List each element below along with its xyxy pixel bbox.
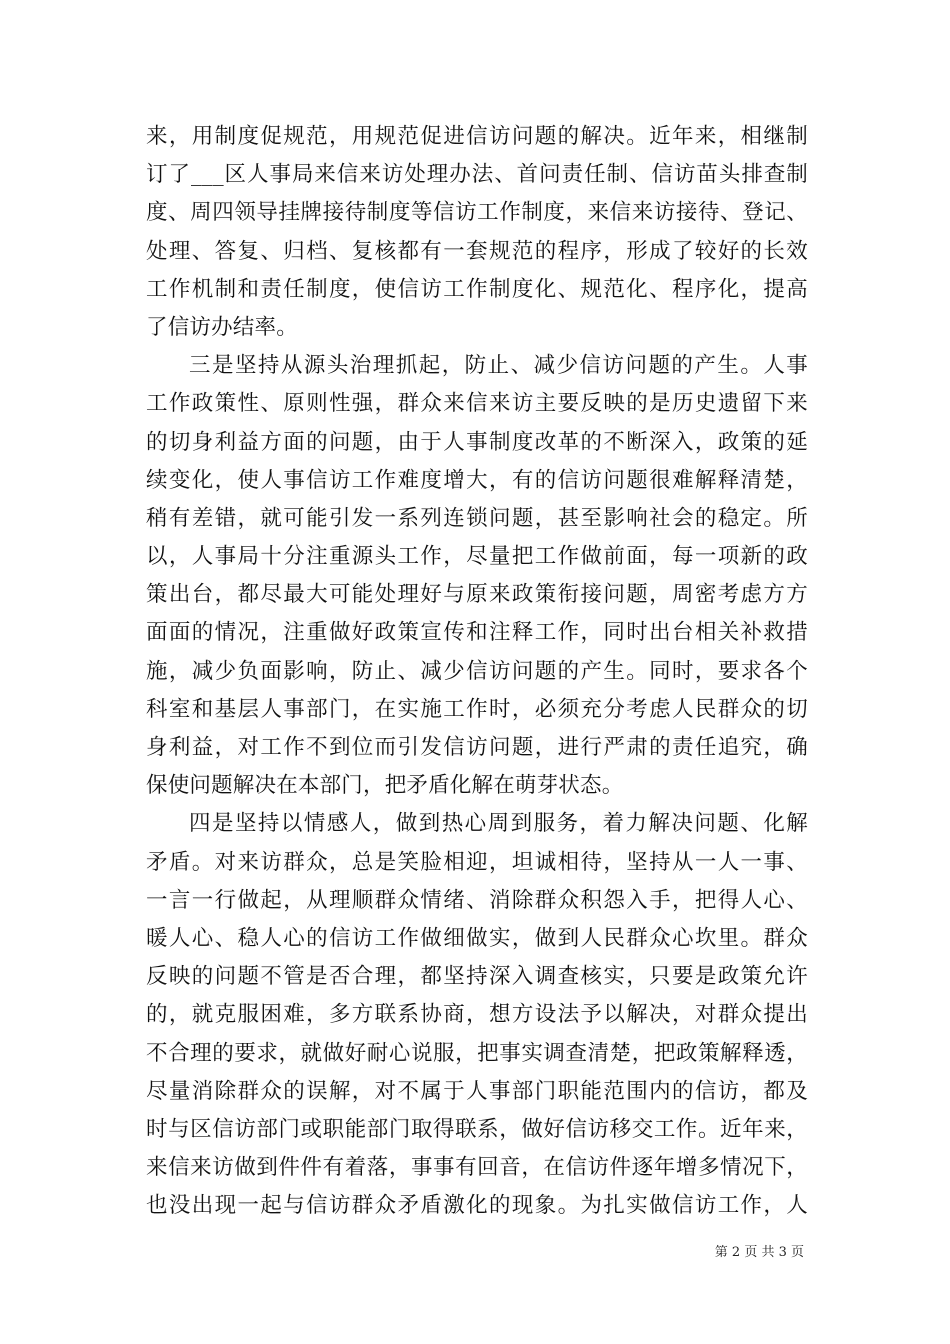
page-number-footer: 第 2 页 共 3 页: [714, 1245, 804, 1260]
text-line: 策出台，都尽最大可能处理好与原来政策衔接问题，周密考虑方方: [146, 582, 808, 608]
text-line: 科室和基层人事部门，在实施工作时，必须充分考虑人民群众的切: [146, 696, 808, 722]
text-line: 不合理的要求，就做好耐心说服，把事实调查清楚，把政策解释透，: [146, 1040, 808, 1066]
text-line: 暖人心、稳人心的信访工作做细做实，做到人民群众心坎里。群众: [146, 925, 808, 951]
text-line: 矛盾。对来访群众，总是笑脸相迎，坦诚相待，坚持从一人一事、: [146, 849, 808, 875]
text-line: 的切身利益方面的问题，由于人事制度改革的不断深入，政策的延: [146, 429, 808, 455]
text-line: 工作政策性、原则性强，群众来信来访主要反映的是历史遗留下来: [146, 391, 808, 417]
text-line: 一言一行做起，从理顺群众情绪、消除群众积怨入手，把得人心、: [146, 887, 808, 913]
text-line: 身利益，对工作不到位而引发信访问题，进行严肃的责任追究，确: [146, 735, 808, 760]
body-text: [146, 118, 808, 1225]
text-line: 处理、答复、归档、复核都有一套规范的程序，形成了较好的长效: [146, 238, 808, 264]
text-line: 了信访办结率。: [146, 314, 298, 340]
text-line: 也没出现一起与信访群众矛盾激化的现象。为扎实做信访工作，人: [146, 1193, 808, 1219]
text-line: 保使问题解决在本部门，把矛盾化解在萌芽状态。: [146, 773, 624, 799]
text-line: 来，用制度促规范，用规范促进信访问题的解决。近年来，相继制: [146, 124, 808, 149]
paragraph-start-line: 四是坚持以情感人，做到热心周到服务，着力解决问题、化解: [189, 811, 808, 837]
text-line: 来信来访做到件件有着落，事事有回音，在信访件逐年增多情况下，: [146, 1155, 808, 1181]
text-line: 稍有差错，就可能引发一系列连锁问题，甚至影响社会的稳定。所: [146, 505, 808, 531]
text-line: 续变化，使人事信访工作难度增大，有的信访问题很难解释清楚，: [146, 467, 808, 493]
text-line: 度、周四领导挂牌接待制度等信访工作制度，来信来访接待、登记、: [146, 200, 808, 226]
text-line: 以，人事局十分注重源头工作，尽量把工作做前面，每一项新的政: [146, 544, 808, 570]
text-line: 工作机制和责任制度，使信访工作制度化、规范化、程序化，提高: [146, 276, 808, 302]
text-line: 尽量消除群众的误解，对不属于人事部门职能范围内的信访，都及: [146, 1078, 808, 1104]
text-line: 时与区信访部门或职能部门取得联系，做好信访移交工作。近年来，: [146, 1116, 808, 1142]
text-line: 施，减少负面影响，防止、减少信访问题的产生。同时，要求各个: [146, 658, 808, 684]
paragraph-start-line: 三是坚持从源头治理抓起，防止、减少信访问题的产生。人事: [189, 353, 808, 379]
text-line: 反映的问题不管是否合理，都坚持深入调查核实，只要是政策允许: [146, 964, 808, 990]
text-line: 的，就克服困难，多方联系协商，想方设法予以解决，对群众提出: [146, 1002, 808, 1028]
text-line: 面面的情况，注重做好政策宣传和注释工作，同时出台相关补救措: [146, 620, 808, 646]
text-line: 订了___区人事局来信来访处理办法、首问责任制、信访苗头排查制: [146, 162, 808, 188]
